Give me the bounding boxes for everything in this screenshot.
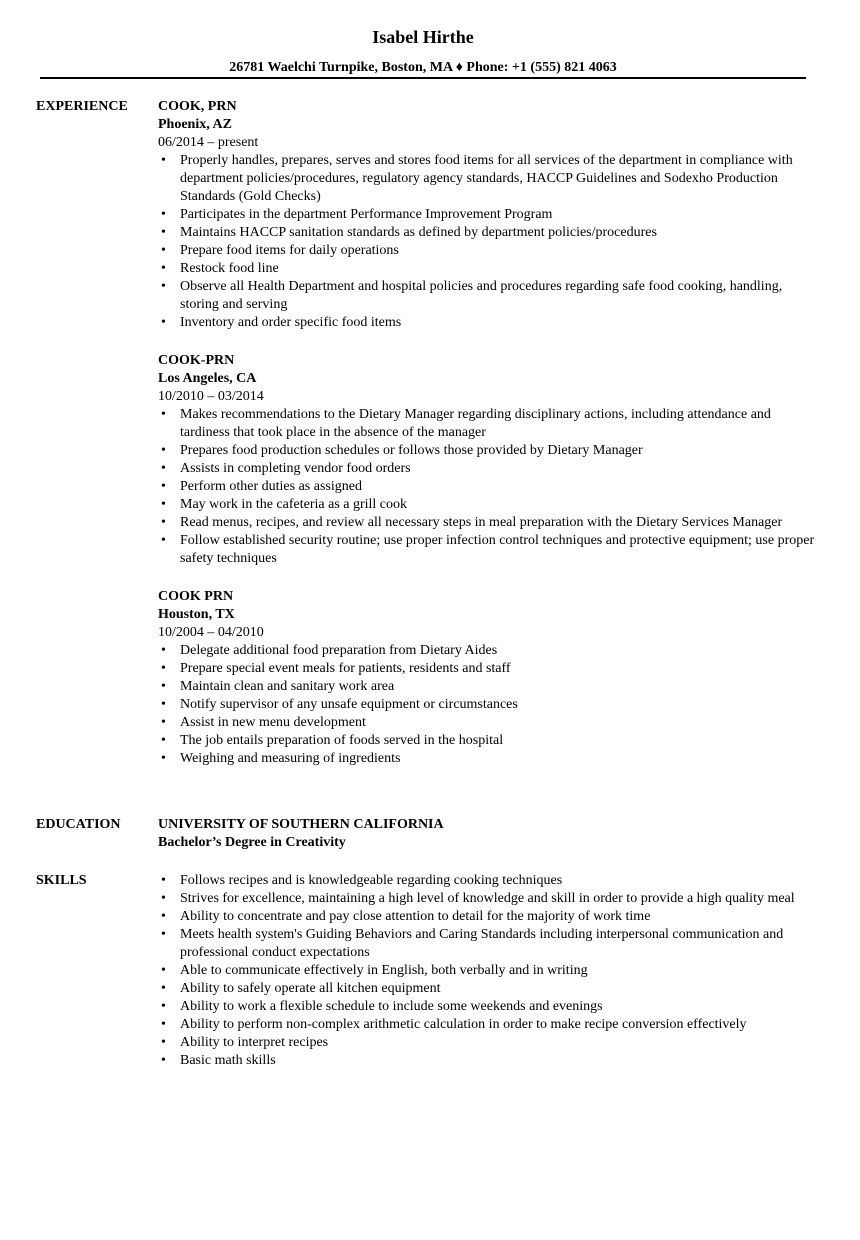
skill-item: • Meets health system's Guiding Behaviors and Caring Standards including interpersonal communication and professional conduct expectations xyxy=(158,926,818,962)
job-bullet: • Restock food line xyxy=(158,260,818,278)
job-bullet: • Properly handles, prepares, serves and stores food items for all services of the department in compliance with department policies/procedures, regulatory agency standards, HACCP Guidelines and Sodexho Production Standards (Gold Checks) xyxy=(158,152,818,206)
section-title-experience: EXPERIENCE xyxy=(36,99,128,114)
skill-item: • Ability to safely operate all kitchen equipment xyxy=(158,980,818,998)
job-entry xyxy=(158,588,818,768)
skills-list xyxy=(158,872,818,1070)
job-bullet: • Prepares food production schedules or follows those provided by Dietary Manager xyxy=(158,442,818,460)
job-title: COOK PRN xyxy=(158,589,234,604)
education-body xyxy=(158,816,818,852)
job-bullet: • Inventory and order specific food items xyxy=(158,314,818,332)
section-title-education: EDUCATION xyxy=(36,817,121,832)
job-title: COOK-PRN xyxy=(158,353,235,368)
job-bullet: • Makes recommendations to the Dietary Manager regarding disciplinary actions, including attendance and tardiness that took place in the absence of the manager xyxy=(158,406,818,442)
job-bullet: • Assists in completing vendor food orders xyxy=(158,460,818,478)
job-bullet: • Maintains HACCP sanitation standards as defined by department policies/procedures xyxy=(158,224,818,242)
skills-body xyxy=(158,872,818,1070)
job-bullet: • Maintain clean and sanitary work area xyxy=(158,678,818,696)
degree-name: Bachelor’s Degree in Creativity xyxy=(158,835,346,850)
school-name: UNIVERSITY OF SOUTHERN CALIFORNIA xyxy=(158,817,444,832)
job-entry xyxy=(158,98,818,332)
job-bullet: • Prepare special event meals for patients, residents and staff xyxy=(158,660,818,678)
job-bullet: • Notify supervisor of any unsafe equipment or circumstances xyxy=(158,696,818,714)
job-bullet: • Read menus, recipes, and review all necessary steps in meal preparation with the Dietary Services Manager xyxy=(158,514,818,532)
section-title-skills: SKILLS xyxy=(36,873,87,888)
job-title: COOK, PRN xyxy=(158,99,237,114)
job-dates: 06/2014 – present xyxy=(158,135,259,150)
job-entry xyxy=(158,352,818,568)
skill-item: • Ability to concentrate and pay close attention to detail for the majority of work time xyxy=(158,908,818,926)
job-bullet: • Follow established security routine; use proper infection control techniques and protective equipment; use proper safety techniques xyxy=(158,532,818,568)
skill-item: • Able to communicate effectively in English, both verbally and in writing xyxy=(158,962,818,980)
job-bullet: • Delegate additional food preparation from Dietary Aides xyxy=(158,642,818,660)
job-bullet: • Observe all Health Department and hospital policies and procedures regarding safe food cooking, handling, storing and serving xyxy=(158,278,818,314)
job-bullet-list xyxy=(158,406,818,568)
job-location: Phoenix, AZ xyxy=(158,117,232,132)
skill-item: • Ability to interpret recipes xyxy=(158,1034,818,1052)
job-bullet: • Perform other duties as assigned xyxy=(158,478,818,496)
skill-item: • Basic math skills xyxy=(158,1052,818,1070)
job-location: Los Angeles, CA xyxy=(158,371,257,386)
candidate-name: Isabel Hirthe xyxy=(372,27,474,47)
skill-item: • Strives for excellence, maintaining a high level of knowledge and skill in order to provide a high quality meal xyxy=(158,890,818,908)
job-bullet: • Prepare food items for daily operations xyxy=(158,242,818,260)
contact-line: 26781 Waelchi Turnpike, Boston, MA ♦ Phone: +1 (555) 821 4063 xyxy=(229,60,617,75)
job-bullet: • Weighing and measuring of ingredients xyxy=(158,750,818,768)
job-bullet: • The job entails preparation of foods served in the hospital xyxy=(158,732,818,750)
job-location: Houston, TX xyxy=(158,607,235,622)
header-divider xyxy=(40,77,806,79)
experience-body xyxy=(158,98,818,788)
job-bullet: • Participates in the department Performance Improvement Program xyxy=(158,206,818,224)
skill-item: • Ability to work a flexible schedule to include some weekends and evenings xyxy=(158,998,818,1016)
job-dates: 10/2004 – 04/2010 xyxy=(158,625,264,640)
job-bullet: • May work in the cafeteria as a grill cook xyxy=(158,496,818,514)
job-bullet-list xyxy=(158,642,818,768)
job-bullet-list xyxy=(158,152,818,332)
skill-item: • Follows recipes and is knowledgeable regarding cooking techniques xyxy=(158,872,818,890)
job-dates: 10/2010 – 03/2014 xyxy=(158,389,264,404)
job-bullet: • Assist in new menu development xyxy=(158,714,818,732)
skill-item: • Ability to perform non-complex arithmetic calculation in order to make recipe conversion effectively xyxy=(158,1016,818,1034)
